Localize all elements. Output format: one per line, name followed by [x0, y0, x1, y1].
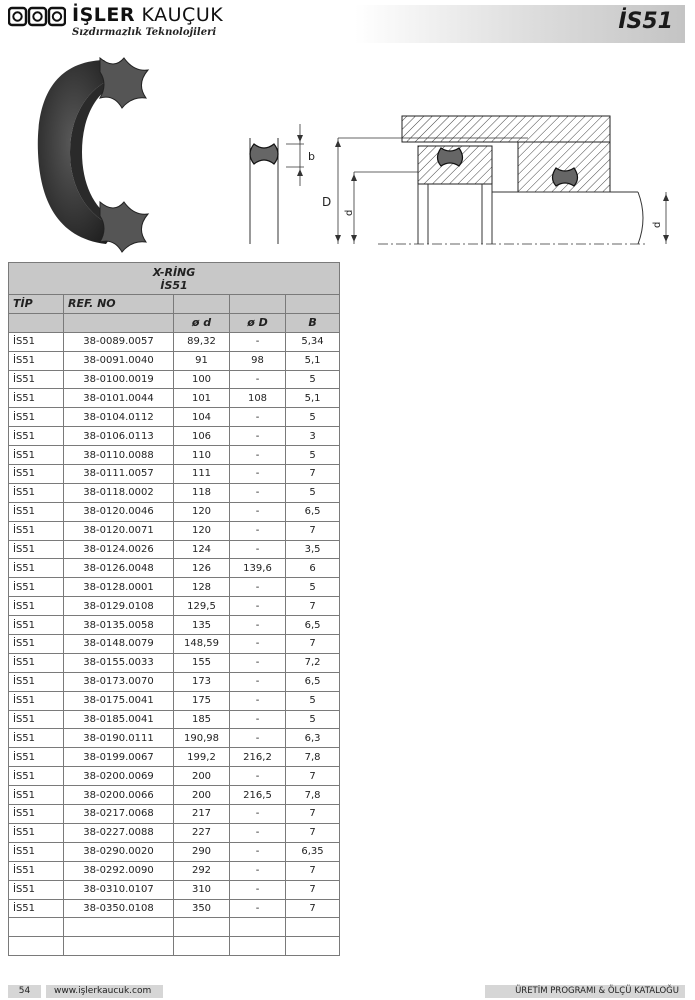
cell-B: 5 [286, 578, 340, 597]
table-row [9, 691, 340, 710]
cell-B: 6,5 [286, 616, 340, 635]
cell-D: - [230, 408, 286, 427]
cell-B: 7 [286, 861, 340, 880]
cell-d: 89,32 [174, 332, 230, 351]
cell-ref: 38-0135.0058 [64, 616, 174, 635]
header-blank-1 [174, 295, 230, 314]
cell-d: 120 [174, 502, 230, 521]
seal-drawing [8, 48, 688, 260]
table-row [9, 842, 340, 861]
cell-D: - [230, 710, 286, 729]
cell-ref: 38-0200.0066 [64, 786, 174, 805]
cell-tip: İS51 [9, 465, 64, 484]
cell-tip: İS51 [9, 880, 64, 899]
cell-tip: İS51 [9, 597, 64, 616]
cell-d: 91 [174, 351, 230, 370]
cell-tip: İS51 [9, 899, 64, 918]
cell-D: - [230, 767, 286, 786]
table-row [9, 786, 340, 805]
cell-tip: İS51 [9, 408, 64, 427]
cell-d: 350 [174, 899, 230, 918]
cell-ref: 38-0292.0090 [64, 861, 174, 880]
cell-B: 7 [286, 823, 340, 842]
cell-ref: 38-0148.0079 [64, 635, 174, 654]
cell-B: 5 [286, 446, 340, 465]
cell-ref: 38-0110.0088 [64, 446, 174, 465]
cell-d: 100 [174, 370, 230, 389]
cell-d: 106 [174, 427, 230, 446]
label-b: b [308, 150, 315, 163]
cell-d: 155 [174, 653, 230, 672]
cell-D: - [230, 446, 286, 465]
cell-d: 290 [174, 842, 230, 861]
empty-row [9, 918, 340, 937]
cell-ref: 38-0118.0002 [64, 483, 174, 502]
dimensions-table [8, 262, 340, 956]
table-row [9, 653, 340, 672]
cell-D: - [230, 842, 286, 861]
cell-ref: 38-0124.0026 [64, 540, 174, 559]
cell-ref: 38-0200.0069 [64, 767, 174, 786]
cell-D: - [230, 427, 286, 446]
cell-tip: İS51 [9, 710, 64, 729]
header-B: B [286, 313, 340, 332]
table-row [9, 408, 340, 427]
table-row [9, 729, 340, 748]
cell-d: 190,98 [174, 729, 230, 748]
table-row [9, 823, 340, 842]
table-row [9, 521, 340, 540]
empty-cell [230, 918, 286, 937]
empty-row [9, 937, 340, 956]
cell-ref: 38-0175.0041 [64, 691, 174, 710]
cell-ref: 38-0091.0040 [64, 351, 174, 370]
cell-D: - [230, 880, 286, 899]
cell-d: 175 [174, 691, 230, 710]
cell-ref: 38-0310.0107 [64, 880, 174, 899]
cell-ref: 38-0120.0046 [64, 502, 174, 521]
cell-D: - [230, 540, 286, 559]
cell-B: 6,3 [286, 729, 340, 748]
cell-B: 6,35 [286, 842, 340, 861]
cell-B: 7 [286, 805, 340, 824]
table-row [9, 351, 340, 370]
cell-B: 5 [286, 483, 340, 502]
cell-B: 6 [286, 559, 340, 578]
empty-cell [230, 937, 286, 956]
cell-D: - [230, 502, 286, 521]
cell-D: - [230, 653, 286, 672]
header-tip: TİP [9, 295, 64, 314]
empty-cell [64, 918, 174, 937]
table-row [9, 616, 340, 635]
product-code-title: İS51 [618, 9, 673, 34]
page-number: 54 [8, 985, 41, 998]
cell-ref: 38-0190.0111 [64, 729, 174, 748]
header-ref: REF. NO [64, 295, 174, 314]
empty-cell [286, 918, 340, 937]
cell-tip: İS51 [9, 332, 64, 351]
cell-tip: İS51 [9, 786, 64, 805]
x-ring-profile-icon [250, 124, 304, 244]
table-row [9, 899, 340, 918]
cell-tip: İS51 [9, 578, 64, 597]
cell-D: - [230, 521, 286, 540]
cell-d: 128 [174, 578, 230, 597]
empty-cell [64, 937, 174, 956]
cell-B: 7,8 [286, 786, 340, 805]
cell-d: 135 [174, 616, 230, 635]
label-D: D [322, 195, 332, 209]
cell-d: 101 [174, 389, 230, 408]
empty-cell [174, 918, 230, 937]
cell-B: 7 [286, 767, 340, 786]
cell-ref: 38-0104.0112 [64, 408, 174, 427]
cell-ref: 38-0155.0033 [64, 653, 174, 672]
page-footer [0, 983, 695, 1000]
cell-d: 124 [174, 540, 230, 559]
cell-tip: İS51 [9, 861, 64, 880]
cell-D: - [230, 729, 286, 748]
cell-tip: İS51 [9, 427, 64, 446]
cell-ref: 38-0089.0057 [64, 332, 174, 351]
cell-D: 98 [230, 351, 286, 370]
table-subheader-row [9, 313, 340, 332]
cell-tip: İS51 [9, 672, 64, 691]
cell-D: 139,6 [230, 559, 286, 578]
table-row [9, 578, 340, 597]
table-row [9, 672, 340, 691]
cell-tip: İS51 [9, 502, 64, 521]
empty-cell [9, 937, 64, 956]
cell-d: 118 [174, 483, 230, 502]
header-d: ø d [174, 313, 230, 332]
cell-d: 148,59 [174, 635, 230, 654]
cell-tip: İS51 [9, 691, 64, 710]
cell-B: 7 [286, 899, 340, 918]
cell-tip: İS51 [9, 729, 64, 748]
cell-D: 216,2 [230, 748, 286, 767]
cell-tip: İS51 [9, 748, 64, 767]
empty-cell [174, 937, 230, 956]
cell-D: 216,5 [230, 786, 286, 805]
cell-ref: 38-0185.0041 [64, 710, 174, 729]
cell-tip: İS51 [9, 351, 64, 370]
cell-tip: İS51 [9, 767, 64, 786]
cell-D: 108 [230, 389, 286, 408]
cell-B: 5,1 [286, 389, 340, 408]
table-row [9, 502, 340, 521]
cell-D: - [230, 899, 286, 918]
cell-tip: İS51 [9, 389, 64, 408]
cell-B: 5 [286, 408, 340, 427]
cell-D: - [230, 578, 286, 597]
cell-tip: İS51 [9, 446, 64, 465]
cell-d: 185 [174, 710, 230, 729]
cell-D: - [230, 805, 286, 824]
table-row [9, 635, 340, 654]
table-caption-row [9, 263, 340, 295]
brand-tagline: Sızdırmazlık Teknolojileri [72, 27, 217, 38]
subheader-blank-2 [64, 313, 174, 332]
table-row [9, 370, 340, 389]
cell-d: 227 [174, 823, 230, 842]
cell-ref: 38-0126.0048 [64, 559, 174, 578]
cell-d: 200 [174, 767, 230, 786]
label-d-shaft: d [652, 221, 663, 228]
product-figure [8, 48, 688, 260]
header-blank-2 [230, 295, 286, 314]
cell-D: - [230, 370, 286, 389]
cell-B: 5 [286, 370, 340, 389]
brand-name [72, 4, 223, 26]
cell-tip: İS51 [9, 540, 64, 559]
cell-d: 199,2 [174, 748, 230, 767]
cell-d: 310 [174, 880, 230, 899]
housing-section-icon [335, 116, 669, 244]
cell-B: 7 [286, 597, 340, 616]
cell-ref: 38-0101.0044 [64, 389, 174, 408]
cell-B: 7 [286, 880, 340, 899]
cell-D: - [230, 597, 286, 616]
cell-D: - [230, 691, 286, 710]
cell-ref: 38-0173.0070 [64, 672, 174, 691]
table-row [9, 748, 340, 767]
website-link[interactable]: www.işlerkaucuk.com [46, 985, 163, 998]
cell-tip: İS51 [9, 521, 64, 540]
cell-tip: İS51 [9, 635, 64, 654]
cell-d: 120 [174, 521, 230, 540]
cell-d: 104 [174, 408, 230, 427]
cell-B: 7,8 [286, 748, 340, 767]
cell-D: - [230, 823, 286, 842]
table-row [9, 465, 340, 484]
table-row [9, 767, 340, 786]
cell-B: 7 [286, 465, 340, 484]
cell-B: 6,5 [286, 672, 340, 691]
table-row [9, 710, 340, 729]
label-d: d [344, 209, 355, 216]
cell-d: 110 [174, 446, 230, 465]
cell-B: 5 [286, 691, 340, 710]
cell-D: - [230, 483, 286, 502]
table-row [9, 880, 340, 899]
cell-d: 292 [174, 861, 230, 880]
cell-D: - [230, 465, 286, 484]
cell-tip: İS51 [9, 616, 64, 635]
cell-B: 3 [286, 427, 340, 446]
cell-d: 173 [174, 672, 230, 691]
cell-B: 6,5 [286, 502, 340, 521]
cell-d: 126 [174, 559, 230, 578]
table-row [9, 332, 340, 351]
cell-B: 7 [286, 635, 340, 654]
header-blank-3 [286, 295, 340, 314]
cell-ref: 38-0111.0057 [64, 465, 174, 484]
empty-cell [286, 937, 340, 956]
table-row [9, 446, 340, 465]
cell-ref: 38-0227.0088 [64, 823, 174, 842]
table-row [9, 597, 340, 616]
cell-tip: İS51 [9, 842, 64, 861]
cell-ref: 38-0128.0001 [64, 578, 174, 597]
brand-name-rest: KAUÇUK [141, 4, 224, 26]
x-ring-3d-icon [38, 58, 148, 252]
cell-B: 5 [286, 710, 340, 729]
table-row [9, 389, 340, 408]
cell-ref: 38-0350.0108 [64, 899, 174, 918]
subheader-blank-1 [9, 313, 64, 332]
cell-tip: İS51 [9, 805, 64, 824]
cell-tip: İS51 [9, 823, 64, 842]
cell-D: - [230, 861, 286, 880]
cell-D: - [230, 635, 286, 654]
table-header-row [9, 295, 340, 314]
table-row [9, 861, 340, 880]
cell-D: - [230, 672, 286, 691]
cell-ref: 38-0129.0108 [64, 597, 174, 616]
page-header [0, 0, 695, 48]
table-row [9, 559, 340, 578]
brand-name-bold: İŞLER [72, 4, 135, 26]
cell-D: - [230, 616, 286, 635]
table-row [9, 427, 340, 446]
cell-D: - [230, 332, 286, 351]
header-D: ø D [230, 313, 286, 332]
table-caption [9, 263, 340, 295]
cell-ref: 38-0199.0067 [64, 748, 174, 767]
company-logo [8, 4, 224, 44]
cell-tip: İS51 [9, 559, 64, 578]
cell-ref: 38-0290.0020 [64, 842, 174, 861]
title-bar [355, 5, 685, 43]
caption-line-2: İS51 [160, 278, 188, 292]
cell-B: 3,5 [286, 540, 340, 559]
catalog-title: ÜRETİM PROGRAMI & ÖLÇÜ KATALOĞU [485, 985, 685, 998]
table-row [9, 805, 340, 824]
cell-ref: 38-0217.0068 [64, 805, 174, 824]
cell-tip: İS51 [9, 653, 64, 672]
cell-B: 5,1 [286, 351, 340, 370]
cell-ref: 38-0120.0071 [64, 521, 174, 540]
cell-d: 111 [174, 465, 230, 484]
cell-B: 5,34 [286, 332, 340, 351]
cell-B: 7,2 [286, 653, 340, 672]
logo-mark-icon [8, 6, 66, 28]
cell-tip: İS51 [9, 370, 64, 389]
cell-d: 217 [174, 805, 230, 824]
cell-B: 7 [286, 521, 340, 540]
cell-tip: İS51 [9, 483, 64, 502]
empty-cell [9, 918, 64, 937]
cell-ref: 38-0100.0019 [64, 370, 174, 389]
caption-line-1: X-RİNG [152, 265, 196, 279]
table-row [9, 540, 340, 559]
cell-d: 129,5 [174, 597, 230, 616]
cell-ref: 38-0106.0113 [64, 427, 174, 446]
table-row [9, 483, 340, 502]
cell-d: 200 [174, 786, 230, 805]
